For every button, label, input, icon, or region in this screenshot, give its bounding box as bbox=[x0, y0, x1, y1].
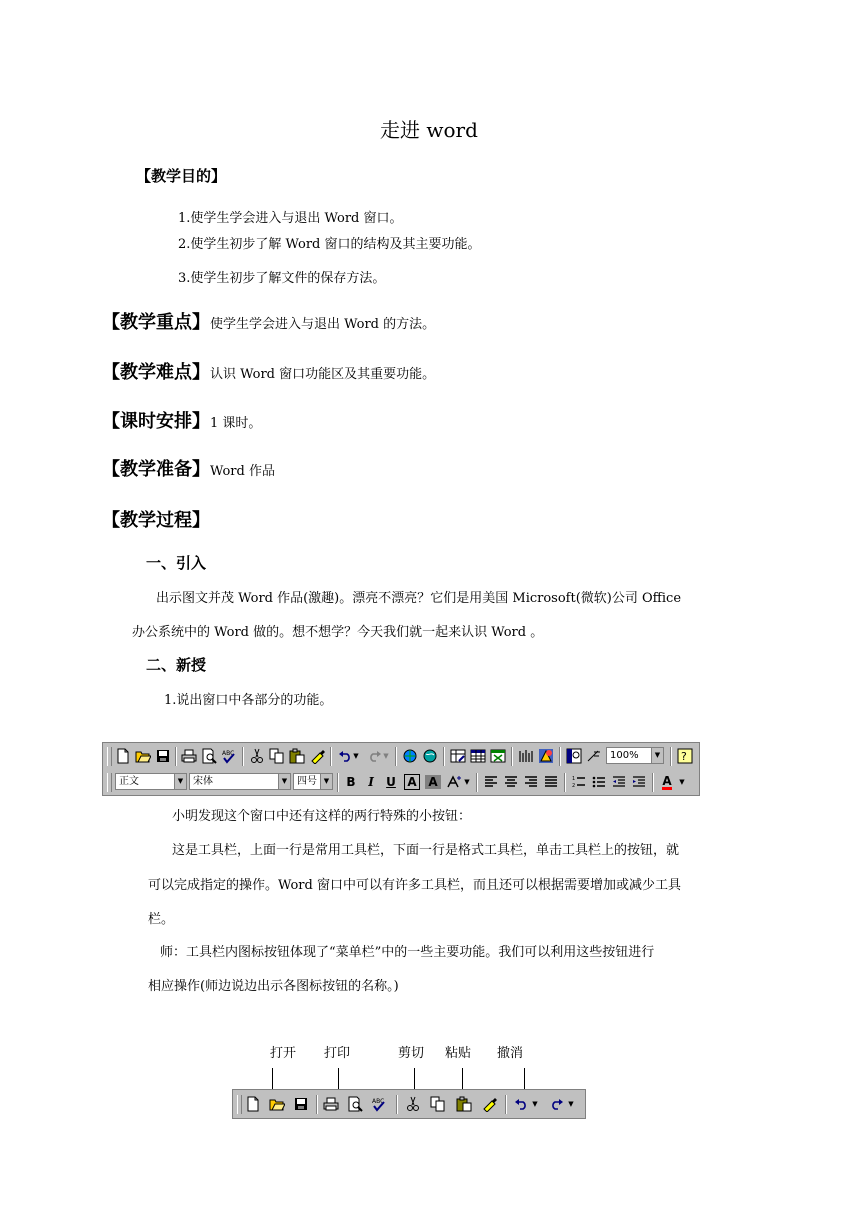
zoom-value: 100% bbox=[610, 750, 639, 761]
style-select[interactable] bbox=[115, 773, 187, 790]
para2-line2: 可以完成指定的操作。Word 窗口中可以有许多工具栏，而且还可以根据需要增加或减少工具 bbox=[148, 878, 681, 893]
separator bbox=[337, 773, 339, 792]
separator bbox=[443, 747, 445, 766]
redo-icon[interactable] bbox=[547, 1094, 567, 1114]
copy-icon[interactable] bbox=[428, 1094, 448, 1114]
leader-line-print bbox=[338, 1068, 339, 1090]
after-toolbar-line: 小明发现这个窗口中还有这样的两行特殊的小按钮： bbox=[172, 809, 472, 824]
font-color-letter: A bbox=[662, 773, 672, 788]
separator bbox=[396, 1095, 398, 1114]
new-document-icon[interactable] bbox=[243, 1094, 263, 1114]
svg-text:2: 2 bbox=[572, 783, 576, 789]
character-shading-button[interactable] bbox=[423, 772, 443, 792]
preparation-label: 【教学准备】 bbox=[102, 459, 210, 480]
open-folder-icon[interactable] bbox=[267, 1094, 287, 1114]
schedule-text: 1 课时。 bbox=[210, 416, 262, 431]
print-preview-icon[interactable] bbox=[199, 746, 219, 766]
columns-icon[interactable] bbox=[516, 746, 536, 766]
insert-hyperlink-icon[interactable] bbox=[400, 746, 420, 766]
open-folder-icon[interactable] bbox=[133, 746, 153, 766]
align-left-icon[interactable] bbox=[481, 772, 501, 792]
print-preview-icon[interactable] bbox=[345, 1094, 365, 1114]
increase-indent-icon[interactable] bbox=[629, 772, 649, 792]
font-select[interactable] bbox=[189, 773, 291, 790]
separator bbox=[559, 747, 561, 766]
bold-button[interactable]: B bbox=[346, 775, 356, 789]
preparation-text: Word 作品 bbox=[210, 464, 275, 479]
insert-excel-icon[interactable] bbox=[488, 746, 508, 766]
tables-borders-icon[interactable] bbox=[448, 746, 468, 766]
preparation-row bbox=[102, 455, 275, 481]
standard-toolbar-detail bbox=[232, 1089, 586, 1119]
section1-heading: 一、引入 bbox=[146, 554, 207, 572]
spelling-check-icon[interactable] bbox=[369, 1094, 389, 1114]
insert-table-icon[interactable] bbox=[468, 746, 488, 766]
section2-heading: 二、新授 bbox=[146, 656, 207, 674]
para3-line1: 师：工具栏内图标按钮体现了“菜单栏”中的一些主要功能。我们可以利用这些按钮进行 bbox=[160, 945, 655, 960]
word-toolbars bbox=[102, 742, 700, 796]
leader-line-open bbox=[272, 1068, 273, 1090]
separator bbox=[395, 747, 397, 766]
align-right-icon[interactable] bbox=[521, 772, 541, 792]
copy-icon[interactable] bbox=[267, 746, 287, 766]
svg-text:1: 1 bbox=[572, 776, 576, 782]
character-border-letter: A bbox=[404, 774, 419, 790]
font-dropdown-arrow-icon[interactable]: ▼ bbox=[278, 774, 290, 789]
character-scaling-dropdown-icon[interactable]: ▼ bbox=[464, 778, 470, 786]
objective-1: 1.使学生学会进入与退出 Word 窗口。 bbox=[178, 211, 403, 226]
label-open: 打开 bbox=[270, 1046, 297, 1061]
cut-icon[interactable] bbox=[247, 746, 267, 766]
spelling-check-icon[interactable] bbox=[219, 746, 239, 766]
formatting-toolbar bbox=[103, 770, 699, 795]
office-assistant-icon[interactable] bbox=[675, 746, 695, 766]
separator bbox=[511, 747, 513, 766]
character-scaling-icon[interactable] bbox=[444, 772, 464, 792]
character-border-button[interactable] bbox=[402, 772, 422, 792]
web-toolbar-icon[interactable] bbox=[420, 746, 440, 766]
separator bbox=[670, 747, 672, 766]
para3-line2: 相应操作(师边说边出示各图标按钮的名称。) bbox=[148, 979, 399, 994]
para2-line3: 栏。 bbox=[148, 912, 175, 927]
svg-text:ABC: ABC bbox=[372, 1098, 385, 1105]
separator bbox=[652, 773, 654, 792]
page-title: 走进 word bbox=[380, 118, 478, 142]
decrease-indent-icon[interactable] bbox=[609, 772, 629, 792]
print-icon[interactable] bbox=[321, 1094, 341, 1114]
label-paste: 粘贴 bbox=[445, 1046, 472, 1061]
objective-3: 3.使学生初步了解文件的保存方法。 bbox=[178, 271, 386, 286]
font-color-dropdown-icon[interactable]: ▼ bbox=[679, 778, 685, 786]
redo-dropdown-arrow-icon[interactable]: ▼ bbox=[383, 752, 389, 760]
font-size-select[interactable] bbox=[293, 773, 333, 790]
style-dropdown-arrow-icon[interactable]: ▼ bbox=[174, 774, 186, 789]
difficulty-row bbox=[102, 358, 435, 384]
numbering-icon[interactable] bbox=[569, 772, 589, 792]
standard-toolbar bbox=[103, 744, 699, 769]
undo-dropdown-arrow-icon[interactable]: ▼ bbox=[353, 752, 359, 760]
font-value: 宋体 bbox=[193, 776, 213, 787]
font-size-dropdown-arrow-icon[interactable]: ▼ bbox=[320, 774, 332, 789]
undo-dropdown-arrow-icon[interactable]: ▼ bbox=[532, 1100, 538, 1108]
style-value: 正文 bbox=[119, 776, 139, 787]
bullets-icon[interactable] bbox=[589, 772, 609, 792]
objective-heading: 【教学目的】 bbox=[136, 167, 227, 185]
leader-line-paste bbox=[462, 1068, 463, 1090]
separator bbox=[175, 747, 177, 766]
leader-line-undo bbox=[524, 1068, 525, 1090]
save-disk-icon[interactable] bbox=[153, 746, 173, 766]
separator bbox=[316, 1095, 318, 1114]
show-hide-icon[interactable] bbox=[584, 746, 604, 766]
underline-button[interactable]: U bbox=[386, 775, 396, 789]
new-document-icon[interactable] bbox=[113, 746, 133, 766]
section2-item1: 1.说出窗口中各部分的功能。 bbox=[164, 693, 333, 708]
para2-line1: 这是工具栏，上面一行是常用工具栏，下面一行是格式工具栏，单击工具栏上的按钮，就 bbox=[172, 843, 680, 858]
separator bbox=[476, 773, 478, 792]
redo-dropdown-arrow-icon[interactable]: ▼ bbox=[568, 1100, 574, 1108]
leader-line-cut bbox=[414, 1068, 415, 1090]
objective-2: 2.使学生初步了解 Word 窗口的结构及其主要功能。 bbox=[178, 237, 481, 252]
print-icon[interactable] bbox=[179, 746, 199, 766]
distributed-align-icon[interactable] bbox=[541, 772, 561, 792]
separator bbox=[242, 747, 244, 766]
section1-para-line2: 办公系统中的 Word 做的。想不想学？今天我们就一起来认识 Word 。 bbox=[132, 625, 544, 640]
paste-icon[interactable] bbox=[287, 746, 307, 766]
separator bbox=[330, 747, 332, 766]
toolbar-grip[interactable] bbox=[237, 1095, 242, 1114]
font-size-value: 四号 bbox=[297, 776, 317, 787]
label-undo: 撤消 bbox=[497, 1046, 524, 1061]
toolbar-grip[interactable] bbox=[107, 747, 112, 766]
paste-icon[interactable] bbox=[454, 1094, 474, 1114]
undo-icon[interactable] bbox=[511, 1094, 531, 1114]
save-disk-icon[interactable] bbox=[291, 1094, 311, 1114]
cut-icon[interactable] bbox=[403, 1094, 423, 1114]
document-map-icon[interactable] bbox=[564, 746, 584, 766]
separator bbox=[564, 773, 566, 792]
format-painter-icon[interactable] bbox=[307, 746, 327, 766]
key-point-row bbox=[102, 308, 435, 334]
section1-para-line1: 出示图文并茂 Word 作品(激趣)。漂亮不漂亮？它们是用美国 Microsoft(微软)公司 Office bbox=[156, 591, 682, 606]
difficulty-text: 认识 Word 窗口功能区及其重要功能。 bbox=[210, 367, 436, 382]
drawing-icon[interactable] bbox=[536, 746, 556, 766]
svg-text:?: ? bbox=[681, 750, 687, 763]
align-center-icon[interactable] bbox=[501, 772, 521, 792]
difficulty-label: 【教学难点】 bbox=[102, 362, 210, 383]
schedule-row bbox=[102, 407, 261, 433]
italic-button[interactable]: I bbox=[368, 775, 374, 789]
format-painter-icon[interactable] bbox=[479, 1094, 499, 1114]
zoom-dropdown-arrow-icon[interactable]: ▼ bbox=[651, 748, 663, 763]
process-heading: 【教学过程】 bbox=[102, 510, 210, 531]
key-point-label: 【教学重点】 bbox=[102, 312, 210, 333]
character-shading-letter: A bbox=[425, 775, 440, 789]
font-color-button[interactable] bbox=[657, 772, 677, 792]
separator bbox=[505, 1095, 507, 1114]
toolbar-grip[interactable] bbox=[107, 773, 112, 792]
schedule-label: 【课时安排】 bbox=[102, 411, 210, 432]
label-cut: 剪切 bbox=[398, 1046, 425, 1061]
label-print: 打印 bbox=[324, 1046, 351, 1061]
svg-text:ABC: ABC bbox=[222, 750, 235, 757]
zoom-select[interactable] bbox=[606, 747, 664, 764]
key-point-text: 使学生学会进入与退出 Word 的方法。 bbox=[210, 317, 436, 332]
